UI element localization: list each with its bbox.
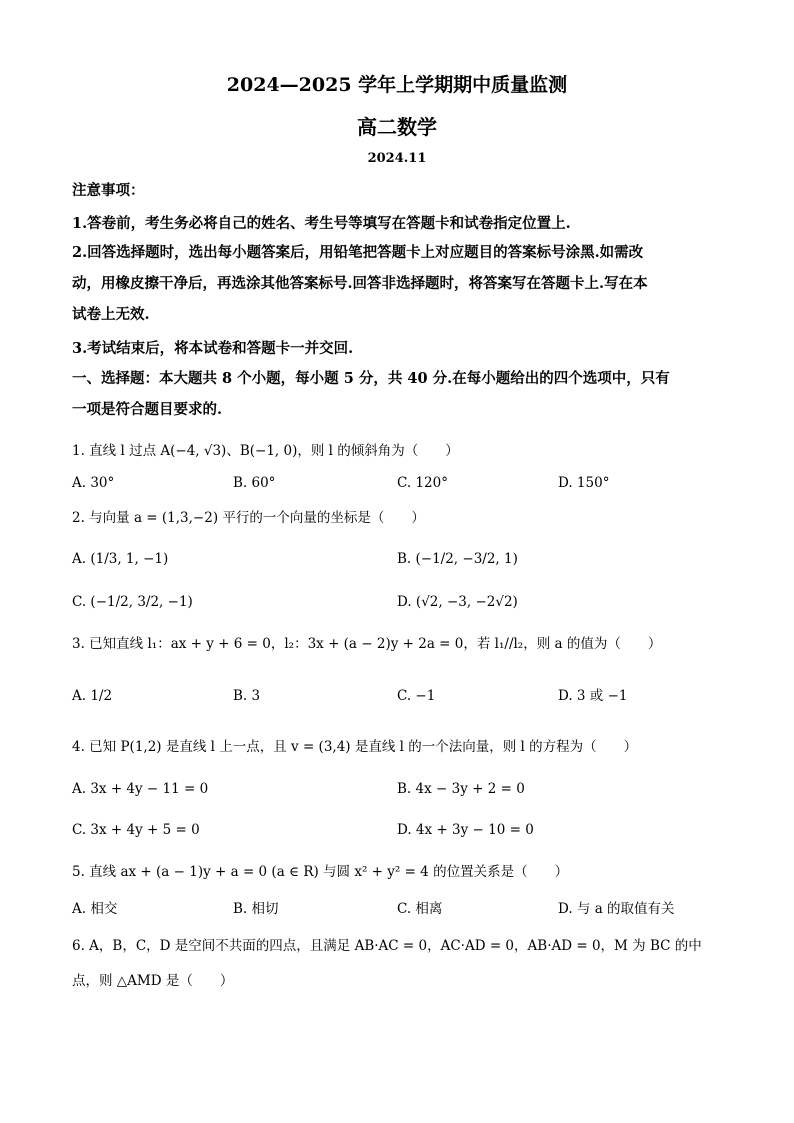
section-heading-line-1: 一、选择题：本大题共 8 个小题，每小题 5 分，共 40 分.在每小题给出的四个选项中，只有 [72, 370, 670, 387]
question-3-option-b: B. 3 [233, 688, 261, 704]
question-6-stem-line-1: 6. A，B，C，D 是空间不共面的四点，且满足 AB·AC = 0，AC·AD = 0，AB·AD = 0，M 为 BC 的中 [72, 938, 702, 954]
question-4-option-d: D. 4x + 3y − 10 = 0 [397, 822, 534, 838]
question-5-option-b: B. 相切 [233, 901, 279, 917]
question-4-option-c: C. 3x + 4y + 5 = 0 [72, 822, 200, 838]
exam-date: 2024.11 [367, 151, 427, 166]
notice-item-2-line-2: 动，用橡皮擦干净后，再选涂其他答案标号.回答非选择题时，将答案写在答题卡上.写在本 [72, 275, 648, 292]
notice-item-1: 1.答卷前，考生务必将自己的姓名、考生号等填写在答题卡和试卷指定位置上. [72, 215, 571, 232]
question-4-stem: 4. 已知 P(1,2) 是直线 l 上一点，且 v = (3,4) 是直线 l 的一个法向量，则 l 的方程为（ ） [72, 739, 638, 755]
question-1-option-b: B. 60° [233, 475, 276, 491]
question-3-option-c: C. −1 [397, 688, 436, 704]
question-1-option-d: D. 150° [558, 475, 610, 491]
question-3-option-a: A. 1/2 [72, 688, 113, 704]
notice-heading: 注意事项： [72, 182, 145, 199]
question-1-stem: 1. 直线 l 过点 A(−4, √3)、B(−1, 0)，则 l 的倾斜角为（ ） [72, 443, 459, 459]
question-1-option-a: A. 30° [72, 475, 115, 491]
question-2-option-a: A. (1/3, 1, −1) [72, 551, 169, 567]
question-2-option-b: B. (−1/2, −3/2, 1) [397, 551, 518, 567]
notice-item-2-line-3: 试卷上无效. [72, 306, 150, 323]
question-2-option-d: D. (√2, −3, −2√2) [397, 594, 518, 610]
question-4-option-a: A. 3x + 4y − 11 = 0 [72, 781, 209, 797]
question-5-option-a: A. 相交 [72, 901, 118, 917]
question-5-option-d: D. 与 a 的取值有关 [558, 901, 675, 917]
notice-item-3: 3.考试结束后，将本试卷和答题卡一并交回. [72, 340, 354, 357]
question-4-option-b: B. 4x − 3y + 2 = 0 [397, 781, 525, 797]
question-3-stem: 3. 已知直线 l₁：ax + y + 6 = 0，l₂：3x + (a − 2)y + 2a = 0，若 l₁//l₂，则 a 的值为（ ） [72, 636, 662, 652]
question-6-stem-line-2: 点，则 △AMD 是（ ） [72, 973, 234, 989]
question-1-option-c: C. 120° [397, 475, 448, 491]
question-5-option-c: C. 相离 [397, 901, 443, 917]
exam-title: 2024—2025 学年上学期期中质量监测 [226, 74, 568, 96]
question-3-option-d: D. 3 或 −1 [558, 688, 628, 704]
exam-subject: 高二数学 [357, 115, 437, 139]
section-heading-line-2: 一项是符合题目要求的. [72, 401, 223, 418]
question-2-option-c: C. (−1/2, 3/2, −1) [72, 594, 193, 610]
question-2-stem: 2. 与向量 a = (1,3,−2) 平行的一个向量的坐标是（ ） [72, 510, 425, 526]
notice-item-2-line-1: 2.回答选择题时，选出每小题答案后，用铅笔把答题卡上对应题目的答案标号涂黑.如需改 [72, 244, 644, 261]
question-5-stem: 5. 直线 ax + (a − 1)y + a = 0 (a ∈ R) 与圆 x² + y² = 4 的位置关系是（ ） [72, 864, 569, 880]
